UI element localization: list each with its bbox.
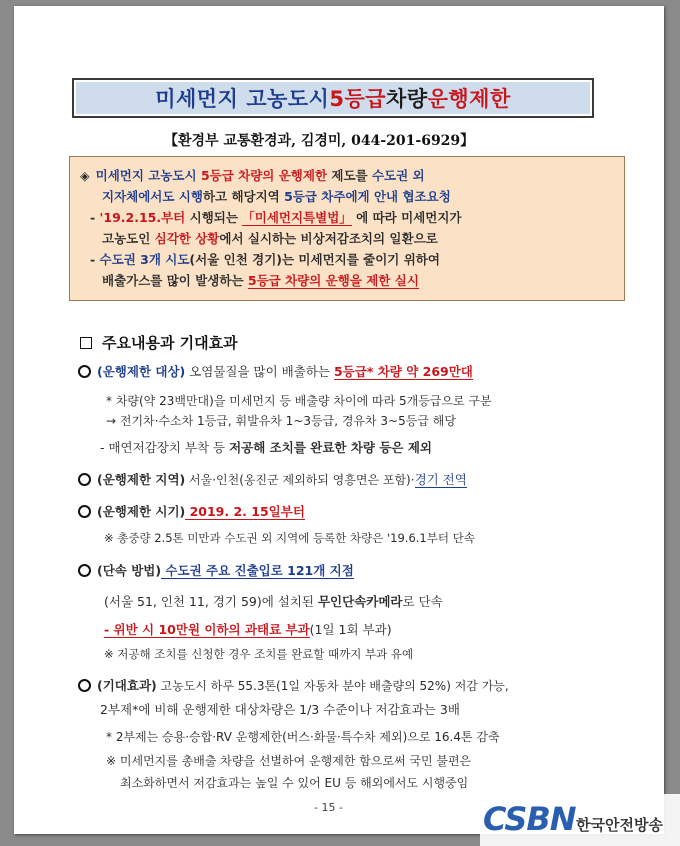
- summary-line: 배출가스를 많이 발생하는 5등급 차량의 운행을 제한 실시: [102, 273, 419, 288]
- circle-bullet-icon: [78, 505, 91, 518]
- summary-line: - 수도권 3개 시도(서울 인천 경기)는 미세먼지를 줄이기 위하여: [90, 252, 440, 267]
- summary-box: [69, 156, 625, 301]
- note-line: - 위반 시 10만원 이하의 과태료 부과(1일 1회 부과): [104, 622, 392, 637]
- note-line: * 2부제는 승용·승합·RV 운행제한(버스·화물·특수차 제외)으로 16.4톤 감축: [106, 730, 500, 744]
- circle-bullet-icon: [78, 473, 91, 486]
- square-bullet-icon: [80, 337, 92, 349]
- note-line: → 전기차·수소차 1등급, 휘발유차 1~3등급, 경유차 3~5등급 해당: [106, 414, 456, 428]
- note-line: ※ 미세먼지를 총배출 차량을 선별하여 운행제한 함으로써 국민 불편은: [106, 754, 472, 768]
- note-line: (서울 51, 인천 11, 경기 59)에 설치된 무인단속카메라로 단속: [104, 594, 443, 609]
- page-number: - 15 -: [314, 801, 343, 814]
- item-effect: (기대효과) 고농도시 하루 55.3톤(1일 자동차 분야 배출량의 52%) 저감 가능,: [78, 676, 509, 694]
- note-line: 최소화하면서 저감효과는 높일 수 있어 EU 등 해외에서도 시행중임: [120, 776, 469, 790]
- circle-bullet-icon: [78, 564, 91, 577]
- title-box: [72, 78, 594, 118]
- item-period: (운행제한 시기) 2019. 2. 15일부터: [78, 502, 305, 520]
- broadcaster-name: 한국안전방송: [576, 816, 663, 834]
- note-line: ※ 저공해 조치를 신청한 경우 조치를 완료할 때까지 부과 유예: [104, 647, 414, 661]
- note-line: 2부제*에 비해 운행제한 대상차량은 1/3 수준이나 저감효과는 3배: [100, 702, 460, 717]
- summary-line: ◈ 미세먼지 고농도시 5등급 차량의 운행제한 제도를 수도권 외: [80, 165, 614, 186]
- note-line: - 매연저감장치 부착 등 저공해 조치를 완료한 차량 등은 제외: [100, 440, 432, 455]
- contact-info: 【환경부 교통환경과, 김경미, 044-201-6929】: [164, 133, 475, 149]
- document-page: [14, 6, 664, 834]
- csbn-logo-icon: CSBN: [483, 800, 576, 838]
- summary-line: 고농도인 심각한 상황에서 실시하는 비상저감조치의 일환으로: [102, 231, 438, 246]
- item-method: (단속 방법) 수도권 주요 진출입로 121개 지점: [78, 561, 354, 579]
- item-target: (운행제한 대상) 오염물질을 많이 배출하는 5등급* 차량 약 269만대: [78, 362, 473, 380]
- item-region: (운행제한 지역) 서울·인천(옹진군 제외하되 영흥면은 포함)·경기 전역: [78, 470, 467, 488]
- circle-bullet-icon: [78, 679, 91, 692]
- watermark-logo: [480, 794, 680, 846]
- note-line: * 차량(약 23백만대)을 미세먼지 등 배출량 차이에 따라 5개등급으로 구분: [106, 394, 492, 408]
- section-header: 주요내용과 기대효과: [80, 332, 238, 353]
- summary-line: - '19.2.15.부터 시행되는 「미세먼지특별법」 에 따라 미세먼지가: [90, 210, 462, 225]
- document-title: 미세먼지 고농도시 5등급 차량 운행제한: [76, 82, 590, 114]
- circle-bullet-icon: [78, 365, 91, 378]
- diamond-bullet-icon: ◈: [80, 168, 90, 183]
- note-line: ※ 총중량 2.5톤 미만과 수도권 외 지역에 등록한 차량은 '19.6.1부터 단속: [104, 531, 475, 545]
- summary-line: 지자체에서도 시행하고 해당지역 5등급 차주에게 안내 협조요청: [102, 189, 451, 204]
